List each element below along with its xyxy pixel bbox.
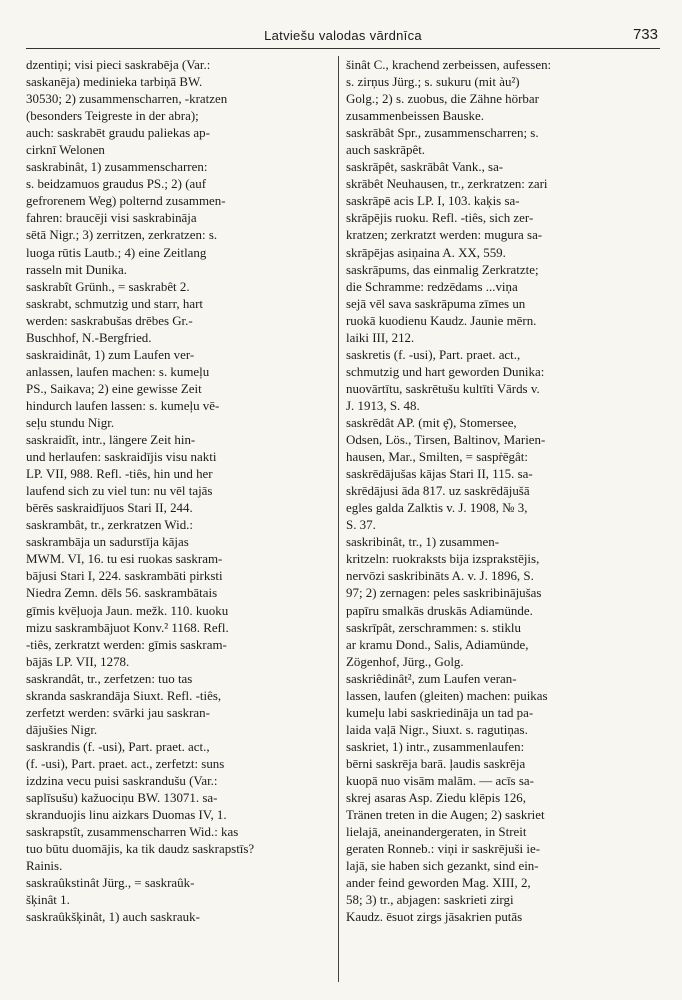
text-line: saskrāpêt, saskrābât Vank., sa-: [346, 159, 504, 175]
text-line: werden: saskrabušas drēbes Gr.-: [26, 312, 193, 328]
right-column: [346, 56, 656, 925]
text-line: saskraûkšķinât, 1) auch saskrauk-: [26, 909, 200, 925]
text-line: skranda saskrandāja Siuxt. Refl. -tiês,: [26, 687, 222, 703]
text-line: mizu saskrambājuot Konv.² 1168. Refl.: [26, 619, 229, 635]
text-line: šķinât 1.: [26, 892, 70, 908]
text-line: saskrandis (f. -usi), Part. praet. act.,: [26, 738, 210, 754]
text-line: auch saskrāpêt.: [346, 142, 426, 158]
text-line: J. 1913, S. 48.: [346, 397, 420, 413]
text-line: laiki III, 212.: [346, 329, 415, 345]
text-line: kratzen; zerkratzt werden: mugura sa-: [346, 227, 543, 243]
text-line: PS., Saikava; 2) eine gewisse Zeit: [26, 380, 202, 396]
text-line: skrābêt Neuhausen, tr., zerkratzen: zari: [346, 176, 548, 192]
text-line: Kaudz. ēsuot zirgs jāsakrien putās: [346, 909, 523, 925]
text-line: lassen, laufen (gleiten) machen: puikas: [346, 687, 548, 703]
text-line: -tiês, zerkratzt werden: gīmis saskram-: [26, 636, 227, 652]
text-line: Niedra Zemn. dēls 56. saskrambātais: [26, 585, 218, 601]
text-line: saskrambât, tr., zerkratzen Wid.:: [26, 517, 194, 533]
text-line: saskanēja) medinieka tarbiņā BW.: [26, 74, 203, 90]
text-line: Rainis.: [26, 858, 63, 874]
text-line: lielajā, aneinandergeraten, in Streit: [346, 824, 527, 840]
text-line: saskrandât, tr., zerfetzen: tuo tas: [26, 670, 193, 686]
text-line: hausen, Mar., Smilten, = saspṙēgât:: [346, 449, 528, 465]
column-divider: [338, 56, 339, 982]
text-line: lajā, sie haben sich gezankt, sind ein-: [346, 858, 539, 874]
text-line: rasseln mit Dunika.: [26, 261, 127, 277]
text-line: tuo būtu duomājis, ka tik daudz saskrapstīs?: [26, 841, 255, 857]
text-line: skrāpējas asiņaina A. XX, 559.: [346, 244, 506, 260]
text-line: nervōzi saskribināts A. v. J. 1896, S.: [346, 568, 534, 584]
text-line: papīru smalkās druskās Adiamünde.: [346, 602, 533, 618]
text-line: ruokā kuodienu Kaudz. Jaunie mērn.: [346, 312, 537, 328]
text-line: kuopā nuo visām malām. — acīs sa-: [346, 772, 534, 788]
text-line: gīmis kvēļuoja Jaun. mežk. 110. kuoku: [26, 602, 229, 618]
text-line: Odsen, Lös., Tirsen, Baltinov, Marien-: [346, 432, 546, 448]
text-line: skrēdājusi āda 817. uz saskrēdājušā: [346, 483, 530, 499]
text-line: sejā vēl sava saskrāpuma zīmes un: [346, 295, 526, 311]
text-line: saskrāpē acis LP. I, 103. kaķis sa-: [346, 193, 520, 209]
text-line: MWM. VI, 16. tu esi ruokas saskram-: [26, 551, 223, 567]
text-line: zerfetzt werden: svārki jau saskran-: [26, 704, 210, 720]
text-line: (f. -usi), Part. praet. act., zerfetzt: suns: [26, 755, 225, 771]
text-line: Golg.; 2) s. zuobus, die Zähne hörbar: [346, 91, 539, 107]
text-line: skrāpējis ruoku. Refl. -tiês, sich zer-: [346, 210, 534, 226]
text-line: bērēs saskraidījuos Stari II, 244.: [26, 500, 193, 516]
text-line: saskrabinât, 1) zusammenscharren:: [26, 159, 208, 175]
text-line: saskrambāja un sadurstīja kājas: [26, 534, 189, 550]
text-line: saskrīpât, zerschrammen: s. stiklu: [346, 619, 521, 635]
text-line: saskrapstît, zusammenscharren Wid.: kas: [26, 824, 239, 840]
text-line: bājās LP. VII, 1278.: [26, 653, 130, 669]
text-line: geraten Ronneb.: viņi ir saskrējuši ie-: [346, 841, 541, 857]
text-line: gefrorenem Weg) polternd zusammen-: [26, 193, 226, 209]
text-line: egles galda Zalktis v. J. 1908, № 3,: [346, 500, 528, 516]
text-line: ar kramu Dond., Salis, Adiamünde,: [346, 636, 529, 652]
text-line: ander feind geworden Mag. XIII, 2,: [346, 875, 531, 891]
text-line: saskretis (f. -usi), Part. praet. act.,: [346, 346, 521, 362]
text-line: luoga rūtis Lautb.; 4) eine Zeitlang: [26, 244, 207, 260]
text-line: Zögenhof, Jürg., Golg.: [346, 653, 464, 669]
text-line: izdzina vecu puisi saskrandušu (Var.:: [26, 772, 218, 788]
text-line: Buschhof, N.-Bergfried.: [26, 329, 152, 345]
text-line: s. zirņus Jürg.; s. sukuru (mit àu²): [346, 74, 520, 90]
text-line: laida vaļā Nigr., Siuxt. s. ragutiņas.: [346, 721, 528, 737]
text-line: saskrabt, schmutzig und starr, hart: [26, 295, 203, 311]
text-line: nuovārtītu, saskrētušu kultīti Vārds v.: [346, 380, 540, 396]
text-line: auch: saskrabēt graudu paliekas ap-: [26, 125, 210, 141]
text-line: saskriet, 1) intr., zusammenlaufen:: [346, 738, 525, 754]
text-line: S. 37.: [346, 517, 376, 533]
text-line: 58; 3) tr., abjagen: saskrieti zirgi: [346, 892, 514, 908]
text-line: schmutzig und hart geworden Dunika:: [346, 363, 545, 379]
text-line: saskraidît, intr., längere Zeit hin-: [26, 432, 196, 448]
text-line: zusammenbeissen Bauske.: [346, 108, 484, 124]
text-line: šinât C., krachend zerbeissen, aufessen:: [346, 57, 552, 72]
text-line: seļu stundu Nigr.: [26, 414, 115, 430]
text-line: kritzeln: ruokraksts bija izsprakstējis,: [346, 551, 540, 567]
text-line: saskrābât Spr., zusammenscharren; s.: [346, 125, 539, 141]
text-line: sētā Nigr.; 3) zerritzen, zerkratzen: s.: [26, 227, 218, 243]
text-line: s. beidzamuos graudus PS.; 2) (auf: [26, 176, 207, 192]
running-header: [26, 22, 660, 49]
text-line: saskrāpums, das einmalig Zerkratzte;: [346, 261, 539, 277]
text-line: saskraûkstinât Jürg., = saskraûk-: [26, 875, 195, 891]
text-line: dzentiņi; visi pieci saskrabēja (Var.:: [26, 57, 211, 72]
text-line: anlassen, laufen machen: s. kumeļu: [26, 363, 210, 379]
text-line: die Schramme: redzēdams ...viņa: [346, 278, 518, 294]
text-line: saplīsušu) kažuociņu BW. 13071. sa-: [26, 790, 218, 806]
text-line: saskrēdât AP. (mit ȩ̄), Stomersee,: [346, 414, 517, 430]
text-line: bājusi Stari I, 224. saskrambāti pirksti: [26, 568, 223, 584]
text-line: saskrabît Grünh., = saskrabêt 2.: [26, 278, 190, 294]
text-line: und herlaufen: saskraidījis visu nakti: [26, 449, 217, 465]
text-line: 30530; 2) zusammenscharren, -kratzen: [26, 91, 228, 107]
text-line: saskrēdājušas kājas Stari II, 115. sa-: [346, 466, 533, 482]
text-line: Tränen treten in die Augen; 2) saskriet: [346, 807, 545, 823]
text-line: saskribinât, tr., 1) zusammen-: [346, 534, 500, 550]
text-line: cirknī Welonen: [26, 142, 105, 158]
page-number: 733: [632, 26, 658, 43]
text-line: saskriêdinât², zum Laufen veran-: [346, 670, 517, 686]
text-line: laufend sich zu viel tun: nu vēl tajās: [26, 483, 213, 499]
text-line: fahren: braucēji visi saskrabināja: [26, 210, 197, 226]
text-line: kumeļu labi saskriedināja un tad pa-: [346, 704, 534, 720]
text-line: 97; 2) zernagen: peles saskribinājušas: [346, 585, 542, 601]
text-line: skranduojis linu aizkars Duomas IV, 1.: [26, 807, 227, 823]
text-line: (besonders Teigreste in der abra);: [26, 108, 199, 124]
text-line: bērni saskrēja barā. ļaudis saskrēja: [346, 755, 526, 771]
left-column: [26, 56, 332, 925]
text-line: dājušies Nigr.: [26, 721, 98, 737]
text-line: LP. VII, 988. Refl. -tiês, hin und her: [26, 466, 213, 482]
text-line: hindurch laufen lassen: s. kumeļu vē-: [26, 397, 220, 413]
header-title: Latviešu valodas vārdnīca: [264, 28, 422, 43]
text-line: saskraidinât, 1) zum Laufen ver-: [26, 346, 195, 362]
text-line: skrej asaras Asp. Ziedu klēpis 126,: [346, 790, 527, 806]
